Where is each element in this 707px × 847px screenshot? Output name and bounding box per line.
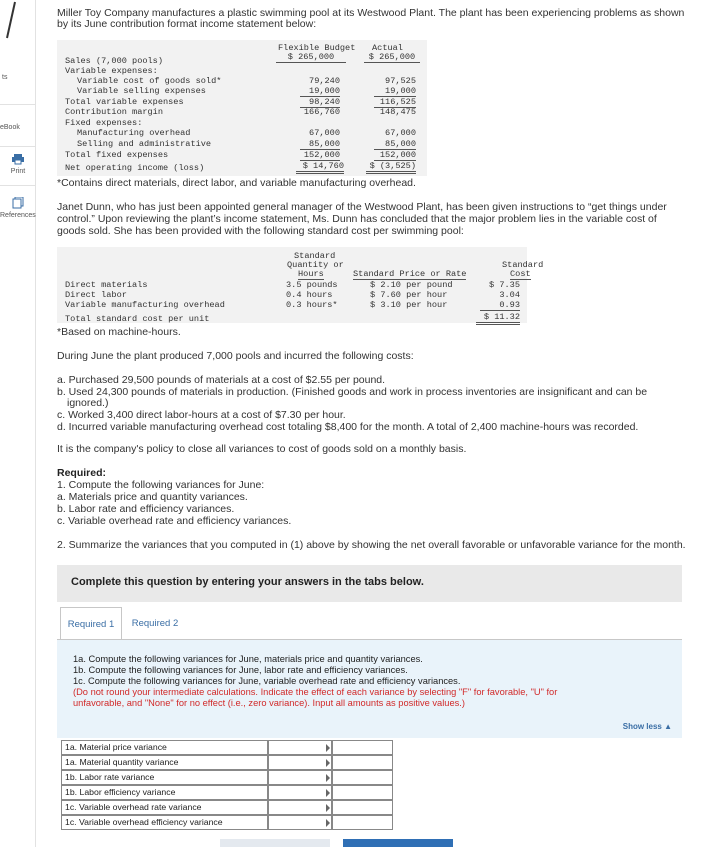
row-label: Variable cost of goods sold* [77,76,222,86]
actual-value: 85,000 [374,139,416,150]
actual-value: 97,525 [385,76,416,86]
cost-c: c. Worked 3,400 direct labor-hours at a cost of $7.30 per hour. [57,409,346,421]
required-1c: c. Variable overhead rate and efficiency variances. [57,515,292,527]
sc-row-label: Direct labor [65,290,127,300]
sidebar-item-label: References [0,212,36,219]
sc-rate: $ 7.60 per hour [370,290,448,300]
fb-value: 98,240 [300,97,340,108]
amount-input[interactable] [268,770,332,785]
copy-icon [12,197,24,209]
instruction-line: 1a. Compute the following variances for June, materials price and quantity variances. [73,654,423,664]
sidebar-item-references[interactable] [0,197,36,219]
header-actual: Actual [372,43,403,53]
actual-value: 116,525 [374,97,416,108]
variance-label: 1c. Variable overhead rate variance [61,800,268,815]
sc-header: Standard Price or Rate [353,269,467,279]
complete-question-text: Complete this question by entering your answers in the tabs below. [71,576,424,588]
sc-header: Standard [502,260,544,270]
actual-value: 152,000 [374,150,416,161]
required-1b: b. Labor rate and efficiency variances. [57,503,235,515]
sc-row-label: Variable manufacturing overhead [65,300,225,310]
triangle-marker-icon [326,744,330,752]
fb-value: 19,000 [300,86,340,97]
variance-label: 1c. Variable overhead efficiency variance [61,815,268,830]
para2-line-2: control.” Upon reviewing the plant’s income statement, Ms. Dunn has concluded that the major problem lies in the variable cost of [57,213,657,225]
amount-input[interactable] [268,785,332,800]
sidebar-item-ebook[interactable] [0,124,36,131]
prev-button[interactable] [220,839,330,847]
effect-select[interactable] [332,755,393,770]
effect-select[interactable] [332,785,393,800]
amount-input[interactable] [268,815,332,830]
intro-line-1: Miller Toy Company manufactures a plastic swimming pool at its Westwood Plant. The plant has been experiencing problems as shown [57,7,685,19]
fb-value: 67,000 [309,128,340,138]
actual-value: 148,475 [379,107,416,117]
row-label: Contribution margin [65,107,163,117]
left-sidebar [0,0,36,847]
actual-value: $ (3,525) [366,161,416,174]
fb-sales: $ 265,000 [276,52,346,63]
effect-select[interactable] [332,815,393,830]
para2-line-1: Janet Dunn, who has just been appointed general manager of the Westwood Plant, has been given instructions to “get things under [57,201,667,213]
variance-label: 1b. Labor efficiency variance [61,785,268,800]
tab-required-1[interactable]: Required 1 [60,607,122,640]
instruction-line: 1b. Compute the following variances for June, labor rate and efficiency variances. [73,665,408,675]
cost-b: b. Used 24,300 pounds of materials in production. (Finished goods and work in process inventories are insignificant and can be [57,386,648,398]
sc-rate: $ 2.10 per pound [370,280,453,290]
sc-footnote: *Based on machine-hours. [57,326,181,338]
para3: During June the plant produced 7,000 pools and incurred the following costs: [57,350,414,362]
fb-value: 85,000 [300,139,340,150]
row-label: Net operating income (loss) [65,163,205,173]
triangle-marker-icon [326,759,330,767]
row-label: Manufacturing overhead [77,128,191,138]
instruction-note: (Do not round your intermediate calculations. Indicate the effect of each variance by selecting "F" for favorable, "U" for [73,687,558,697]
row-label: Fixed expenses: [65,118,143,128]
cost-b-cont: ignored.) [67,397,109,409]
triangle-marker-icon [326,789,330,797]
sidebar-item-print[interactable] [0,153,36,175]
row-label: Variable selling expenses [77,86,206,96]
required-1: 1. Compute the following variances for June: [57,479,265,491]
amount-input[interactable] [268,800,332,815]
sc-cost: 3.04 [499,290,520,300]
sc-header: Cost [510,269,531,279]
sc-cost: $ 7.35 [489,280,520,290]
tab-required-2[interactable]: Required 2 [131,618,179,629]
sc-row-label: Direct materials [65,280,148,290]
next-button[interactable] [343,839,453,847]
row-label: Sales (7,000 pools) [65,56,163,66]
sc-qty: 0.3 hours* [286,300,338,310]
instructions-box [57,640,682,738]
required-2: 2. Summarize the variances that you computed in (1) above by showing the net overall favorable or unfavorable variance for the month. [57,539,686,551]
actual-value: 19,000 [374,86,416,97]
required-1a: a. Materials price and quantity variances. [57,491,248,503]
actual-value: 67,000 [385,128,416,138]
row-label: Selling and administrative [77,139,212,149]
intro-line-2: by its June contribution format income statement below: [57,18,317,30]
instruction-line: 1c. Compute the following variances for June, variable overhead rate and efficiency variances. [73,676,461,686]
row-label: Total variable expenses [65,97,184,107]
effect-select[interactable] [332,770,393,785]
sc-header: Quantity or [287,260,344,270]
fb-value: 79,240 [309,76,340,86]
triangle-marker-icon [326,774,330,782]
policy: It is the company's policy to close all variances to cost of goods sold on a monthly basis. [57,443,467,455]
para2-line-3: goods sold. She has been provided with the following standard cost per swimming pool: [57,225,464,237]
row-label: Variable expenses: [65,66,158,76]
amount-input[interactable] [268,740,332,755]
sc-total-label: Total standard cost per unit [65,314,210,324]
triangle-marker-icon [326,804,330,812]
divider-slash [3,0,17,40]
sidebar-item-label: ts [2,74,8,81]
show-less-link[interactable]: Show less ▲ [622,722,672,731]
sc-qty: 3.5 pounds [286,280,338,290]
sc-rate: $ 3.10 per hour [370,300,448,310]
variance-label: 1a. Material price variance [61,740,268,755]
sc-total: $ 11.32 [476,312,520,325]
cost-a: a. Purchased 29,500 pounds of materials at a cost of $2.55 per pound. [57,374,386,386]
fb-value: $ 14,760 [296,161,344,174]
sidebar-item-label: Print [10,168,26,175]
instruction-note: unfavorable, and "None" for no effect (i.e., zero variance). Input all amounts as positive values.) [73,698,465,708]
sc-qty: 0.4 hours [286,290,333,300]
amount-input[interactable] [268,755,332,770]
triangle-marker-icon [326,819,330,827]
row-label: Total fixed expenses [65,150,169,160]
sc-header: Standard [294,251,336,261]
sidebar-item-label: eBook [0,124,20,131]
fb-value: 152,000 [300,150,340,161]
variance-label: 1a. Material quantity variance [61,755,268,770]
printer-icon [12,153,24,165]
header-flexible-budget: Flexible Budget [278,43,356,53]
required-title: Required: [57,467,107,479]
sidebar-item-list[interactable] [0,74,36,81]
actual-sales: $ 265,000 [364,52,420,63]
sc-cost: 0.93 [480,300,520,311]
cost-d: d. Incurred variable manufacturing overhead cost totaling $8,400 for the month. A total of 2,400 machine-hours was recorded. [57,421,639,433]
complete-question-banner [57,565,682,602]
effect-select[interactable] [332,800,393,815]
variance-label: 1b. Labor rate variance [61,770,268,785]
effect-select[interactable] [332,740,393,755]
sc-header: Hours [298,269,324,279]
income-footnote: *Contains direct materials, direct labor, and variable manufacturing overhead. [57,177,416,189]
fb-value: 166,760 [303,107,340,117]
